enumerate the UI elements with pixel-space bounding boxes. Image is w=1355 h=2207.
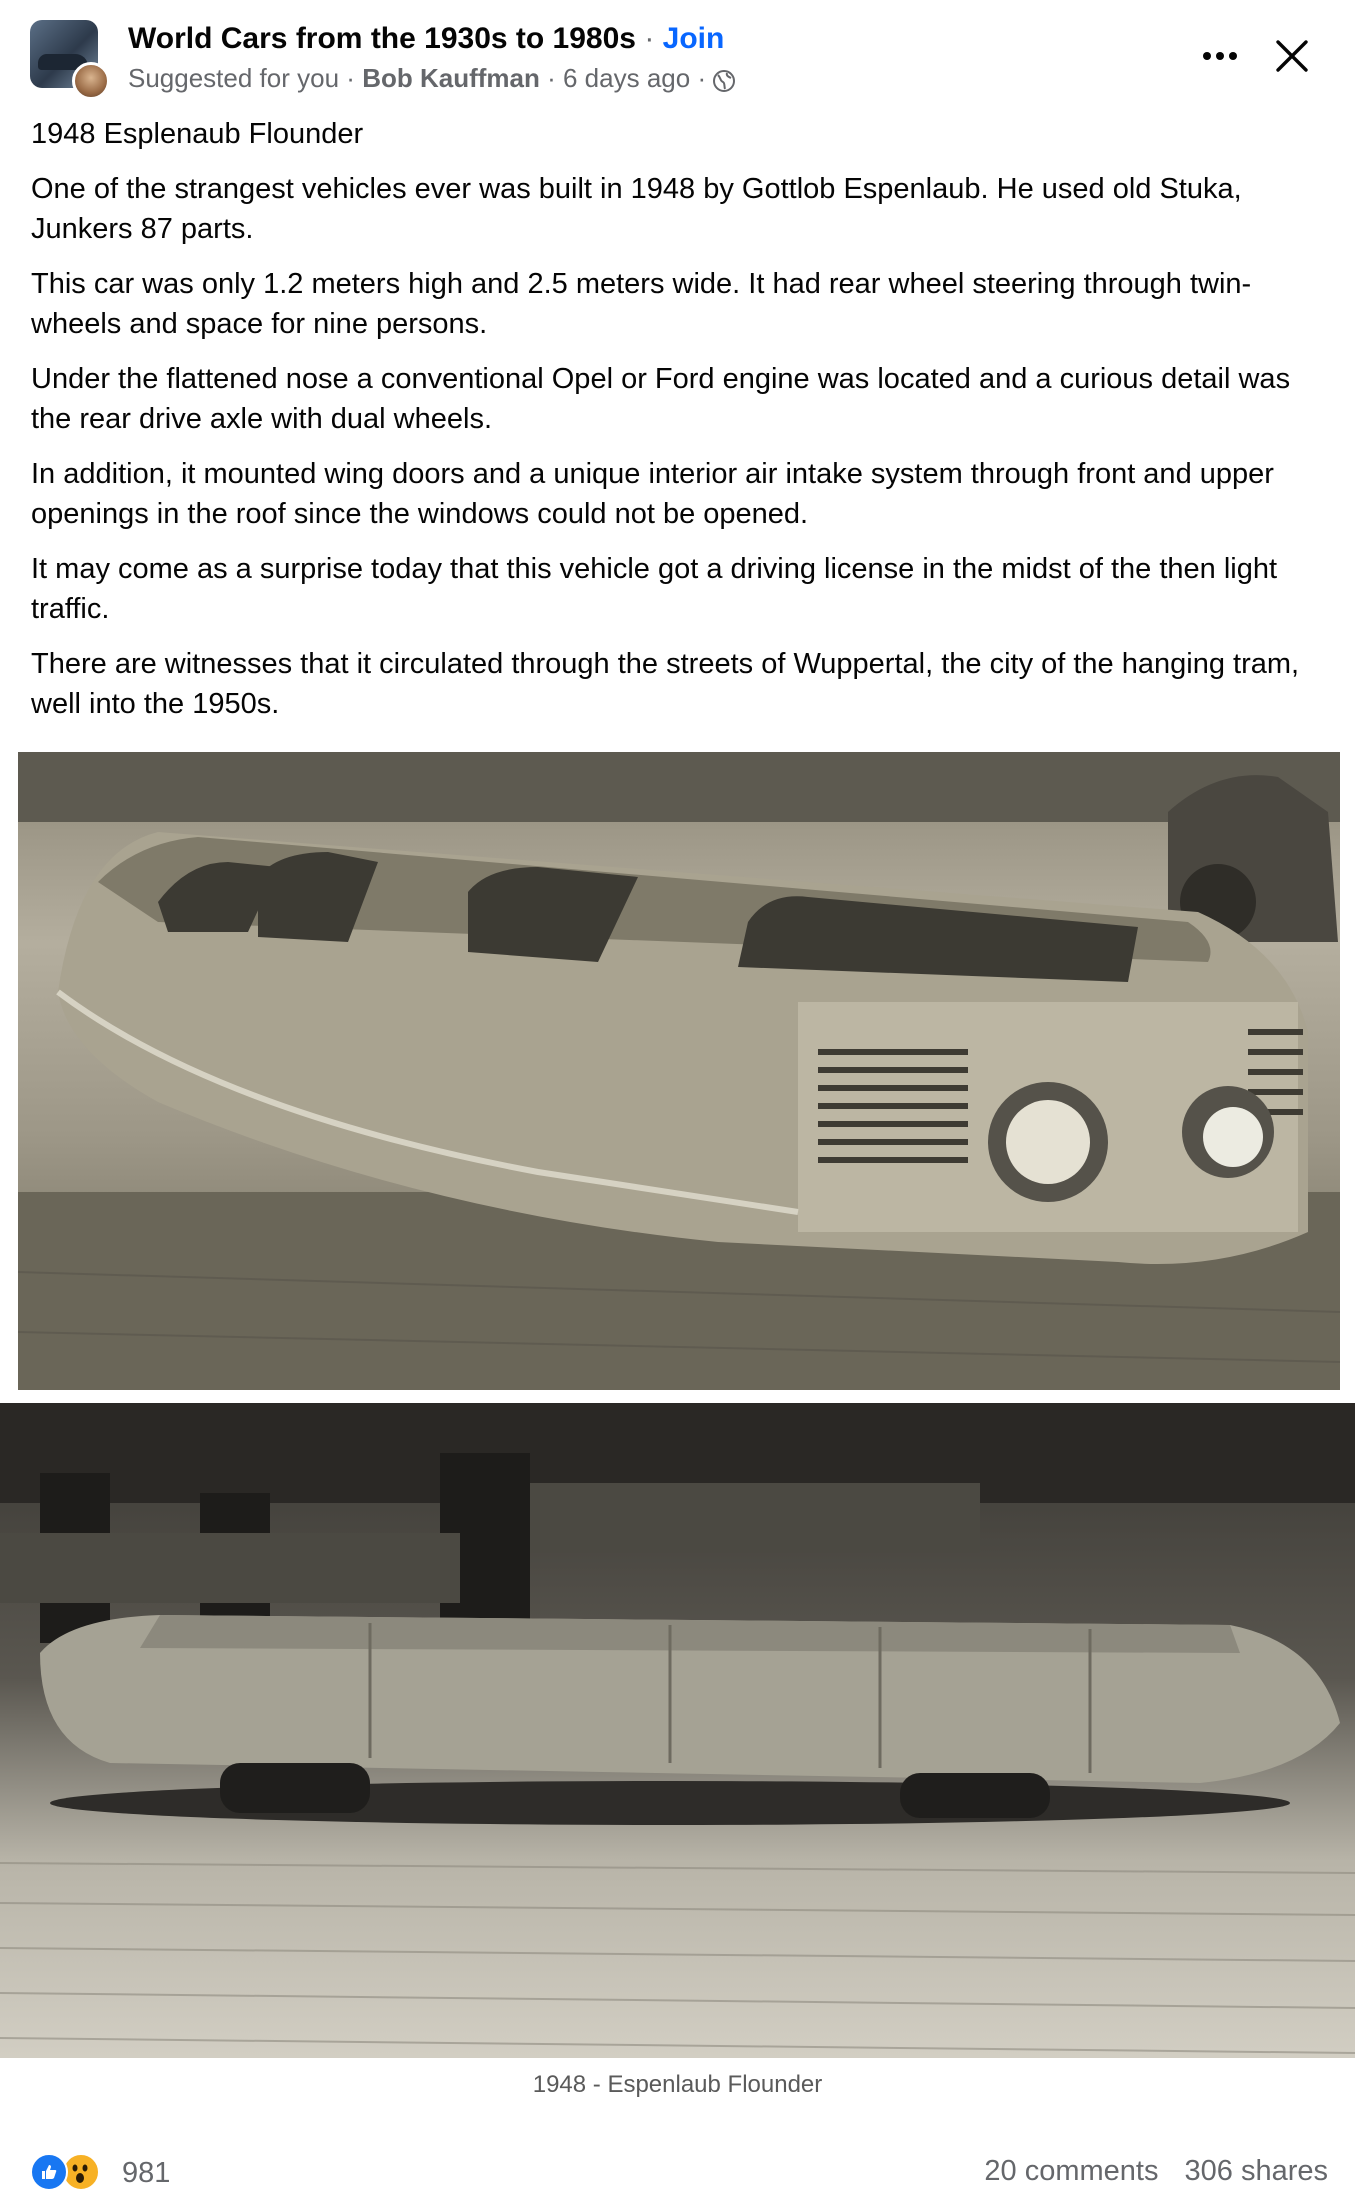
separator: · [697, 63, 707, 93]
close-icon [1275, 39, 1309, 73]
post-footer [0, 2145, 1355, 2200]
separator: · [644, 22, 655, 55]
post-photo-side-view[interactable] [0, 1403, 1355, 2058]
separator: · [346, 63, 355, 93]
post-paragraph: Under the flattened nose a conventional Opel or Ford engine was located and a curious detail was the rear drive axle with dual wheels. [31, 363, 1291, 435]
separator: · [547, 63, 556, 93]
avatar-group[interactable] [30, 20, 108, 98]
post-time-link[interactable]: 6 days ago [563, 63, 691, 93]
post-paragraph: This car was only 1.2 meters high and 2.5 meters wide. It had rear wheel steering through twin-wheels and space for nine persons. [31, 268, 1252, 340]
close-button[interactable] [1262, 26, 1322, 86]
comments-count-link[interactable]: 20 comments [984, 2155, 1159, 2187]
post-body [31, 114, 1331, 739]
author-avatar[interactable] [72, 62, 110, 100]
post-meta [128, 60, 736, 96]
group-name-link[interactable]: World Cars from the 1930s to 1980s [128, 22, 636, 55]
more-dots-icon [1200, 50, 1240, 62]
reaction-count: 981 [122, 2156, 171, 2189]
suggested-label: Suggested for you [128, 63, 340, 93]
more-options-button[interactable] [1188, 30, 1252, 82]
post-title: 1948 Esplenaub Flounder [31, 118, 364, 150]
image-caption: 1948 - Espenlaub Flounder [532, 2071, 823, 2098]
reaction-icons [30, 2153, 108, 2193]
globe-icon [712, 66, 736, 90]
post-paragraph: One of the strangest vehicles ever was built in 1948 by Gottlob Espenlaub. He used old Stuka, Junkers 87 parts. [31, 173, 1242, 245]
like-reaction-icon [30, 2153, 68, 2191]
engagement-counts [984, 2155, 1328, 2188]
title-line [128, 20, 724, 58]
post-photo-front-view[interactable] [18, 752, 1340, 1390]
post-paragraph: There are witnesses that it circulated through the streets of Wuppertal, the city of the hanging tram, well into the 1950s. [31, 648, 1300, 720]
shares-count-link[interactable]: 306 shares [1184, 2155, 1328, 2187]
post-header [0, 0, 1355, 110]
join-button[interactable]: Join [662, 22, 725, 55]
post-paragraph: It may come as a surprise today that this vehicle got a driving license in the midst of the then light traffic. [31, 553, 1278, 625]
reactions-summary[interactable] [30, 2153, 170, 2193]
post-paragraph: In addition, it mounted wing doors and a unique interior air intake system through front and upper openings in the roof since the windows could not be opened. [31, 458, 1274, 530]
author-name-link[interactable]: Bob Kauffman [362, 63, 540, 93]
